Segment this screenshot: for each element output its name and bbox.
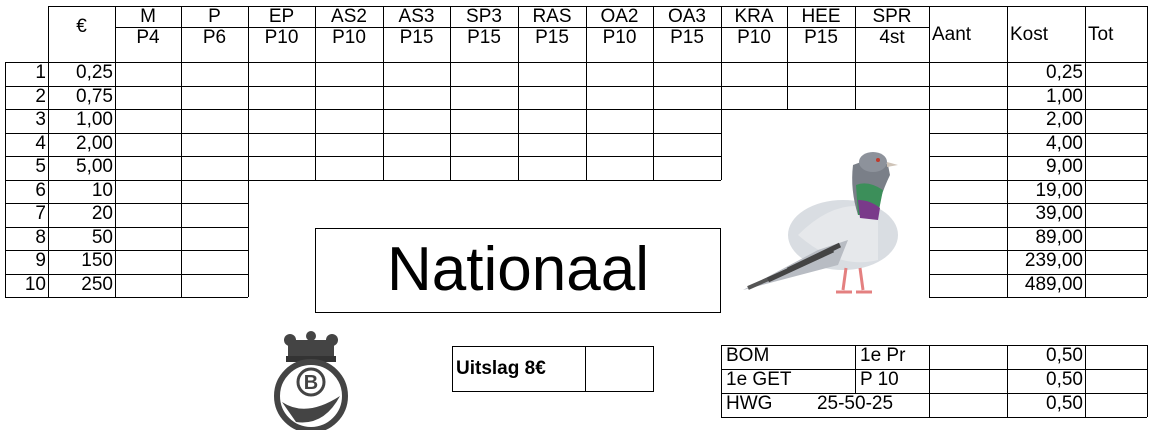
extra-kost: 0,50 (1046, 369, 1083, 390)
grid-line (1147, 393, 1148, 417)
grid-line (653, 133, 654, 157)
game-points-header: P15 (535, 27, 569, 48)
grid-line (181, 180, 182, 204)
grid-line (383, 86, 384, 110)
grid-line (653, 86, 654, 110)
grid-line (929, 274, 1147, 275)
grid-line (248, 250, 249, 274)
grid-line (5, 227, 248, 228)
grid-line (5, 227, 6, 251)
game-code-header: M (140, 6, 156, 27)
game-points-header: P6 (202, 27, 227, 48)
grid-line (929, 133, 1147, 134)
row-kost: 489,00 (1024, 273, 1083, 295)
grid-line (315, 86, 316, 110)
grid-line (315, 156, 316, 180)
grid-line (1085, 250, 1086, 274)
grid-line (181, 156, 182, 180)
grid-line (48, 133, 49, 157)
grid-line (1147, 109, 1148, 133)
grid-line (5, 109, 6, 133)
row-euro: 250 (81, 273, 113, 295)
grid-line (787, 62, 788, 86)
grid-line (1085, 133, 1086, 157)
row-kost: 4,00 (1046, 132, 1083, 154)
grid-line (5, 274, 6, 298)
row-kost: 9,00 (1046, 156, 1083, 177)
grid-line (383, 6, 384, 62)
grid-line (855, 345, 856, 369)
grid-line (450, 86, 451, 110)
grid-line (1007, 6, 1008, 62)
grid-line (181, 109, 182, 133)
grid-line (115, 227, 116, 251)
row-number: 10 (24, 273, 46, 295)
grid-line (48, 250, 49, 274)
grid-line (48, 227, 49, 251)
grid-line (1147, 203, 1148, 227)
game-code-header: OA2 (600, 6, 639, 27)
row-number: 8 (35, 226, 46, 248)
grid-line (929, 203, 1147, 204)
grid-line (653, 156, 654, 180)
pigeon-icon (728, 140, 928, 310)
extra-kost: 0,50 (1046, 345, 1083, 366)
game-code-header: P (208, 6, 221, 27)
grid-line (721, 109, 722, 180)
grid-line (1085, 203, 1086, 227)
grid-line (5, 203, 248, 204)
grid-line (721, 345, 1147, 346)
grid-line (248, 133, 249, 157)
grid-line (1007, 203, 1008, 227)
grid-line (1007, 393, 1008, 417)
row-kost: 89,00 (1035, 226, 1083, 248)
game-points-header: P10 (602, 27, 637, 48)
grid-line (5, 86, 6, 110)
grid-line (48, 86, 49, 110)
grid-line (5, 250, 6, 274)
grid-line (1007, 345, 1008, 369)
grid-line (1085, 156, 1086, 180)
grid-line (586, 62, 587, 86)
grid-line (383, 133, 384, 157)
grid-line (929, 62, 930, 86)
grid-line (1147, 250, 1148, 274)
game-code-header: KRA (734, 6, 774, 27)
grid-line (929, 369, 930, 393)
grid-line (181, 274, 182, 298)
game-code-header: RAS (532, 6, 572, 27)
grid-line (929, 86, 1147, 87)
extra-right: 1e Pr (860, 345, 906, 366)
grid-line (248, 274, 249, 298)
grid-line (721, 345, 722, 369)
grid-line (929, 109, 930, 297)
grid-line (1007, 369, 1008, 393)
kost-header: Kost (1010, 24, 1049, 45)
grid-line (1147, 6, 1148, 62)
game-code-header: AS3 (398, 6, 435, 27)
grid-line (855, 369, 856, 393)
grid-line (721, 62, 722, 86)
grid-line (5, 109, 929, 110)
grid-line (115, 27, 929, 28)
grid-line (5, 62, 6, 86)
grid-line (181, 250, 182, 274)
grid-line (248, 203, 249, 227)
grid-line (5, 180, 721, 181)
grid-line (5, 86, 929, 87)
grid-line (115, 156, 116, 180)
grid-line (518, 156, 519, 180)
grid-line (518, 109, 519, 133)
row-euro: 150 (81, 250, 113, 271)
aant-header: Aant (932, 24, 972, 45)
row-kost: 2,00 (1046, 109, 1083, 130)
grid-line (383, 156, 384, 180)
extra-label: BOM (726, 345, 770, 366)
grid-line (48, 274, 49, 298)
grid-line (5, 274, 248, 275)
tot-header: Tot (1088, 24, 1114, 45)
row-euro: 5,00 (76, 156, 113, 177)
grid-line (929, 297, 1147, 298)
grid-line (1007, 133, 1008, 157)
game-points-header: 4st (879, 27, 905, 48)
row-kost: 19,00 (1035, 179, 1083, 201)
row-euro: 2,00 (76, 132, 113, 154)
grid-line (518, 6, 519, 62)
game-points-header: P10 (332, 27, 366, 48)
grid-line (248, 227, 249, 251)
grid-line (929, 227, 1147, 228)
game-points-header: P15 (670, 27, 704, 48)
row-kost: 39,00 (1035, 203, 1083, 224)
grid-line (315, 109, 316, 133)
extra-kost: 0,50 (1046, 393, 1083, 414)
row-number: 4 (35, 132, 46, 154)
grid-line (586, 86, 587, 110)
grid-line (1007, 227, 1008, 251)
grid-line (1007, 250, 1008, 274)
grid-line (1085, 369, 1086, 393)
grid-line (115, 203, 116, 227)
game-code-header: SPR (872, 6, 912, 27)
grid-line (48, 180, 49, 204)
grid-line (1085, 345, 1086, 369)
game-code-header: EP (268, 6, 295, 27)
grid-line (653, 6, 654, 62)
row-euro: 50 (91, 226, 113, 248)
game-code-header: SP3 (466, 6, 502, 27)
grid-line (450, 62, 451, 86)
grid-line (181, 203, 182, 227)
grid-line (787, 86, 788, 110)
grid-line (1085, 227, 1086, 251)
grid-line (1147, 227, 1148, 251)
grid-line (248, 62, 249, 86)
grid-line (248, 86, 249, 110)
grid-line (1085, 109, 1086, 133)
grid-line (5, 133, 721, 134)
grid-line (1147, 62, 1148, 86)
grid-line (181, 227, 182, 251)
grid-line (1147, 274, 1148, 298)
grid-line (115, 180, 116, 204)
grid-line (855, 62, 856, 86)
grid-line (115, 86, 116, 110)
crown-dove-emblem-icon (266, 330, 356, 430)
game-code-header: OA3 (667, 6, 707, 27)
game-code-header: AS2 (331, 6, 367, 27)
grid-line (1147, 156, 1148, 180)
grid-line (1007, 62, 1008, 86)
grid-line (1007, 86, 1008, 110)
logo-letter: B (303, 372, 319, 394)
grid-line (586, 109, 587, 133)
grid-line (5, 180, 6, 204)
grid-line (721, 369, 722, 393)
row-kost: 0,25 (1046, 62, 1083, 83)
grid-line (929, 156, 1147, 157)
grid-line (115, 62, 116, 86)
game-code-header: HEE (801, 6, 841, 27)
grid-line (586, 6, 587, 62)
grid-line (1085, 180, 1086, 204)
grid-line (1147, 180, 1148, 204)
grid-line (1007, 109, 1008, 133)
grid-line (5, 62, 1147, 63)
grid-line (5, 203, 6, 227)
grid-line (315, 6, 316, 62)
grid-line (115, 250, 116, 274)
grid-line (48, 156, 49, 180)
euro-header: € (76, 16, 87, 37)
grid-line (929, 345, 930, 369)
row-number: 9 (35, 250, 46, 271)
row-euro: 1,00 (76, 109, 113, 130)
grid-line (518, 133, 519, 157)
grid-line (5, 297, 248, 298)
game-points-header: P10 (737, 27, 771, 48)
row-kost: 239,00 (1024, 250, 1083, 271)
game-points-header: P15 (399, 27, 434, 48)
grid-line (115, 109, 116, 133)
grid-line (181, 6, 182, 62)
grid-line (248, 6, 249, 62)
extra-mid: 25-50-25 (816, 393, 894, 414)
grid-line (48, 6, 1147, 7)
banner-title: Nationaal (387, 235, 649, 304)
row-number: 6 (35, 179, 46, 201)
grid-line (586, 133, 587, 157)
grid-line (1007, 180, 1008, 204)
grid-line (48, 109, 49, 133)
grid-line (450, 133, 451, 157)
grid-line (115, 6, 116, 62)
grid-line (248, 109, 249, 133)
grid-line (1007, 156, 1008, 180)
grid-line (721, 6, 722, 62)
grid-line (181, 86, 182, 110)
grid-line (787, 6, 788, 62)
grid-line (1147, 369, 1148, 393)
grid-line (1085, 6, 1086, 62)
grid-line (48, 62, 49, 86)
grid-line (450, 109, 451, 133)
game-points-header: P10 (264, 27, 299, 48)
grid-line (1007, 274, 1008, 298)
grid-line (1147, 86, 1148, 110)
extra-right: P 10 (860, 369, 899, 390)
grid-line (5, 133, 6, 157)
grid-line (248, 180, 249, 204)
grid-line (721, 86, 722, 110)
grid-line (1085, 86, 1086, 110)
grid-line (181, 133, 182, 157)
grid-line (248, 156, 249, 180)
grid-line (855, 6, 856, 62)
grid-line (383, 62, 384, 86)
row-euro: 10 (91, 179, 113, 201)
grid-line (1147, 345, 1148, 369)
row-number: 1 (35, 62, 46, 83)
extra-label: 1e GET (726, 369, 792, 390)
grid-line (721, 417, 1147, 418)
grid-line (586, 156, 587, 180)
grid-line (929, 6, 930, 62)
grid-line (1147, 133, 1148, 157)
grid-line (315, 62, 316, 86)
grid-line (1085, 274, 1086, 298)
grid-line (5, 250, 248, 251)
grid-line (48, 6, 49, 62)
grid-line (518, 62, 519, 86)
grid-line (5, 156, 721, 157)
grid-line (450, 156, 451, 180)
row-euro: 0,75 (76, 85, 113, 107)
grid-line (115, 133, 116, 157)
game-points-header: P4 (136, 27, 160, 48)
grid-line (383, 109, 384, 133)
grid-line (855, 86, 856, 110)
grid-line (929, 86, 930, 110)
grid-line (48, 203, 49, 227)
row-number: 7 (35, 203, 46, 224)
game-points-header: P15 (804, 27, 838, 48)
grid-line (929, 393, 930, 417)
grid-line (1085, 393, 1086, 417)
grid-line (929, 250, 1147, 251)
row-euro: 0,25 (76, 62, 113, 83)
extra-label: HWG (726, 393, 773, 414)
row-number: 3 (35, 109, 46, 130)
grid-line (653, 62, 654, 86)
row-euro: 20 (91, 203, 113, 224)
row-kost: 1,00 (1046, 85, 1083, 107)
grid-line (1085, 62, 1086, 86)
grid-line (653, 109, 654, 133)
grid-line (721, 393, 722, 417)
row-number: 2 (35, 85, 46, 107)
row-number: 5 (35, 156, 46, 177)
grid-line (181, 62, 182, 86)
grid-line (518, 86, 519, 110)
game-points-header: P15 (467, 27, 501, 48)
grid-line (929, 180, 1147, 181)
grid-line (450, 6, 451, 62)
grid-line (929, 109, 1147, 110)
uitslag-label: Uitslag 8€ (456, 358, 546, 379)
grid-line (5, 156, 6, 180)
grid-line (115, 274, 116, 298)
grid-line (315, 133, 316, 157)
